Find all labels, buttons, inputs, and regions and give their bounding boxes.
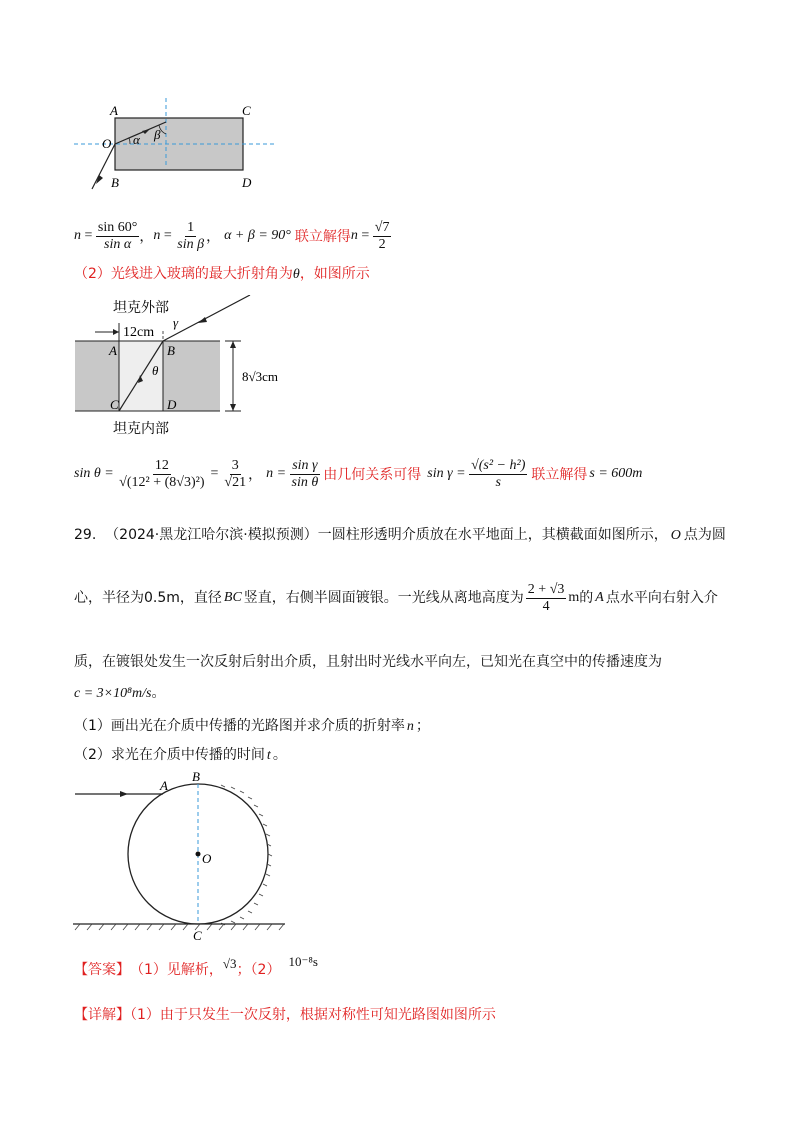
- problem-line-4: [74, 684, 165, 703]
- label-C: C: [193, 928, 202, 943]
- n-symbol: n: [153, 228, 161, 243]
- label-gamma: γ: [173, 315, 179, 330]
- separator: ，: [139, 229, 154, 245]
- frac-den: √(12² + (8√3)²): [119, 474, 205, 490]
- frac-den: s: [495, 474, 501, 490]
- problem-line-2: [74, 578, 718, 618]
- label-A: A: [110, 103, 118, 118]
- equals: =: [210, 466, 219, 481]
- problem-text-2c: 的: [579, 590, 594, 606]
- problem-source: （2024·黑龙江哈尔滨·模拟预测）: [105, 527, 318, 543]
- label-theta: θ: [152, 363, 159, 378]
- detail-line: [74, 1006, 496, 1024]
- label-bottom: 坦克内部: [113, 421, 169, 437]
- fraction-one-over-sinbeta: [175, 220, 206, 253]
- part2-line: [74, 265, 370, 284]
- label-alpha: α: [133, 132, 140, 147]
- label-B: B: [167, 343, 175, 358]
- question-2: [74, 746, 287, 765]
- label-A: A: [109, 343, 117, 358]
- fraction-height: [526, 582, 567, 615]
- width-arrow-head: [113, 329, 119, 335]
- frac-num: 12: [154, 457, 169, 473]
- height-arrow-down: [230, 404, 236, 411]
- label-C: C: [242, 103, 251, 118]
- O-symbol: O: [670, 528, 681, 543]
- frac-num: 1: [187, 219, 195, 235]
- problem-line-1: [74, 526, 726, 545]
- fraction-singamma-over-sintheta: [290, 458, 321, 491]
- part2-text-after: ，如图所示: [299, 266, 370, 282]
- figure-tank-window: [70, 295, 290, 440]
- frac-num: √7: [374, 219, 390, 235]
- ground-hatch: [75, 924, 284, 930]
- label-O: O: [102, 136, 112, 151]
- q1-end: ；: [415, 718, 430, 734]
- label-B: B: [111, 175, 119, 190]
- n-symbol: n: [350, 228, 358, 243]
- n-symbol: n: [74, 228, 81, 243]
- n-lhs: n =: [266, 466, 287, 481]
- red-solve-text: 联立解得: [531, 467, 588, 483]
- equation-line-1: n = $\frac{\sin 60^\circ}{\text{sin α}}$ ， n = $\frac{1}{\text{sin β}}$ ， α + β = 90° 联立解得 n = $\frac{√7}{2}$: [74, 219, 390, 252]
- label-D: D: [242, 175, 252, 190]
- period: 。: [151, 685, 166, 701]
- answer-value-1: √3: [222, 956, 237, 971]
- problem-text-2b: 竖直，右侧半圆面镀银。一光线从离地高度为: [243, 590, 524, 606]
- BC-symbol: BC: [223, 590, 242, 605]
- A-symbol: A: [595, 590, 604, 605]
- question-1: [74, 717, 430, 736]
- q2-text: （2）求光在介质中传播的时间: [74, 747, 265, 763]
- figure-cylinder: [70, 770, 290, 945]
- frac-den: sin α: [104, 236, 132, 252]
- answer-separator: ；（2）: [236, 962, 281, 978]
- incident-arrow: [120, 791, 128, 797]
- frac-num: 2 + √3: [527, 581, 565, 597]
- fraction-12: [117, 458, 206, 491]
- label-A: A: [160, 778, 168, 793]
- label-C: C: [110, 397, 119, 412]
- answer-part1: （1）见解析，: [130, 962, 223, 978]
- label-top: 坦克外部: [113, 300, 169, 316]
- separator: ，: [248, 467, 263, 483]
- answer-value-2: 10⁻⁸s: [288, 954, 318, 969]
- frac-num: sin 60°: [97, 219, 138, 235]
- q1-n: n: [406, 719, 414, 734]
- theta-symbol: θ: [292, 267, 300, 282]
- q2-t: t: [266, 748, 271, 763]
- detail-tag: 【详解】: [74, 1007, 130, 1023]
- speed-of-light: c = 3×10⁸m/s: [74, 686, 152, 701]
- result-s: s = 600m: [589, 466, 643, 481]
- problem-text-3: 质，在镀银处发生一次反射后射出介质，且射出时光线水平向左，已知光在真空中的传播速度为: [74, 654, 662, 670]
- part2-text: （2）光线进入玻璃的最大折射角为: [74, 266, 293, 282]
- label-beta: β: [154, 127, 161, 142]
- height-arrow-up: [230, 341, 236, 348]
- fraction-result: [373, 220, 392, 253]
- label-D: D: [167, 397, 177, 412]
- height-unit: m: [568, 590, 580, 605]
- sin-gamma-lhs: sin γ =: [427, 466, 466, 481]
- angle-sum: α + β = 90°: [224, 228, 291, 243]
- equation-line-2: [74, 451, 642, 497]
- red-geometry-text: 由几何关系可得: [323, 467, 422, 483]
- frac-num: sin γ: [292, 457, 318, 473]
- frac-den: 2: [378, 236, 386, 252]
- q2-end: 。: [272, 747, 287, 763]
- red-solve-text: 联立解得: [294, 229, 351, 245]
- q1-text: （1）画出光在介质中传播的光路图并求介质的折射率: [74, 718, 405, 734]
- label-O: O: [202, 851, 212, 866]
- problem-text-1: 一圆柱形透明介质放在水平地面上，其横截面如图所示，: [317, 527, 668, 543]
- answer-tag: 【答案】: [74, 962, 130, 978]
- label-width: 12cm: [123, 325, 155, 340]
- problem-text-1-end: 点为圆: [683, 527, 726, 543]
- figure-glass-block: [70, 96, 280, 196]
- problem-number: 29.: [74, 527, 97, 543]
- label-B: B: [192, 770, 200, 784]
- frac-num: √(s² − h²): [471, 457, 526, 473]
- problem-text-2d: 点水平向右射入介: [605, 590, 718, 606]
- detail-text: （1）由于只发生一次反射，根据对称性可知光路图如图所示: [130, 1007, 496, 1023]
- answer-line: [74, 954, 318, 980]
- fraction-root-s2-h2: [469, 458, 527, 491]
- fraction-sin60-over-sinalpha: [96, 220, 139, 253]
- frac-den: sin β: [177, 236, 205, 252]
- separator: ，: [206, 229, 221, 245]
- frac-den: √21: [224, 474, 247, 490]
- fraction-3-over-root21: [222, 458, 248, 491]
- frac-den: sin θ: [291, 474, 319, 490]
- frac-num: 3: [231, 457, 239, 473]
- problem-line-3: [74, 653, 662, 671]
- problem-text-2a: 心，半径为0.5m，直径: [74, 590, 222, 606]
- sin-theta-lhs: sin θ =: [74, 466, 114, 481]
- label-height: 8√3cm: [242, 369, 279, 384]
- center-point: [196, 852, 201, 857]
- frac-den: 4: [542, 598, 550, 614]
